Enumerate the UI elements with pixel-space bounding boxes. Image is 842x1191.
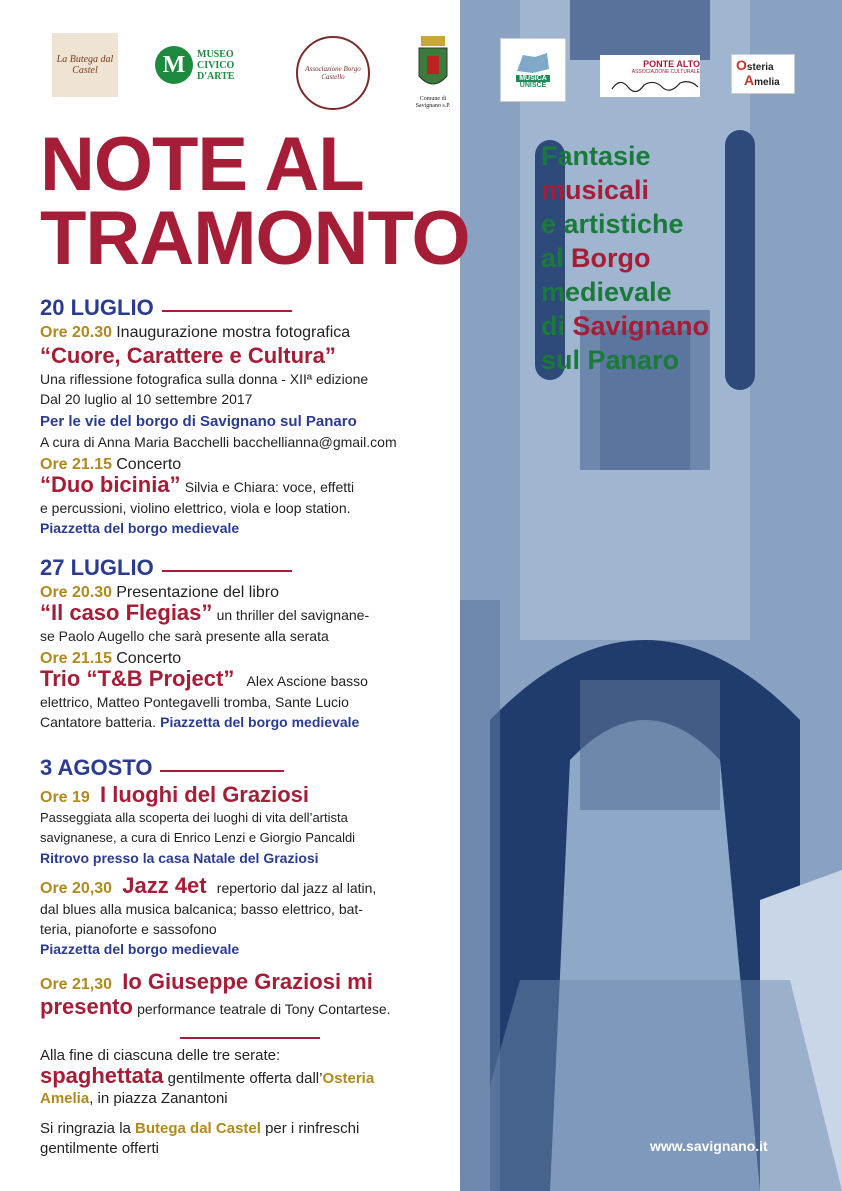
- event-line: Passeggiata alla scoperta dei luoghi di vita dell’artista: [40, 810, 348, 825]
- amelia-name: Amelia: [40, 1090, 90, 1107]
- event-title: I luoghi del Graziosi: [99, 782, 310, 807]
- time: Ore 21,30: [40, 976, 113, 993]
- event-title: “Il caso Flegias”: [40, 600, 213, 625]
- title-line-2: TRAMONTO: [40, 196, 470, 281]
- museo-m-icon: M: [155, 46, 193, 84]
- museo-logo: [155, 42, 255, 88]
- event-desc: Concerto: [116, 650, 182, 667]
- subtitle: [541, 139, 709, 377]
- section-27-luglio: [40, 555, 370, 733]
- event-line: Alex Ascione basso: [246, 673, 368, 689]
- event-curator: A cura di Anna Maria Bacchelli bacchellianna@gmail.com: [40, 434, 397, 450]
- musica-text-1: MUSICA: [516, 75, 550, 82]
- subtitle-line-1: Fantasie: [541, 141, 651, 171]
- subtitle-line-5: medievale: [541, 277, 672, 307]
- subtitle-line-4b: Borgo: [571, 243, 651, 273]
- museo-text-1: MUSEO: [197, 48, 234, 60]
- event-place: Per le vie del borgo di Savignano sul Panaro: [40, 413, 357, 430]
- osteria-word: steria: [746, 62, 774, 73]
- comune-text: Comune di Savignano s.P.: [415, 96, 451, 109]
- thanks-2: per i rinfreschi: [260, 1120, 360, 1137]
- map-icon: [513, 51, 553, 75]
- ponte-alto-text-2: ASSOCIAZIONE CULTURALE: [631, 69, 700, 75]
- footer-line-3: , in piazza Zanantoni: [89, 1090, 228, 1107]
- event-line: e percussioni, violino elettrico, viola e loop station.: [40, 500, 351, 516]
- event-place: Ritrovo presso la casa Natale del Graziosi: [40, 850, 319, 866]
- amelia-a: A: [744, 72, 755, 88]
- footer-note: [40, 1046, 374, 1159]
- divider: [180, 1037, 320, 1039]
- subtitle-line-6b: Savignano: [572, 311, 710, 341]
- event-line: dal blues alla musica balcanica; basso elettrico, bat-: [40, 901, 363, 917]
- event-desc: Inaugurazione mostra fotografica: [116, 324, 351, 341]
- event-line: elettrico, Matteo Pontegavelli tromba, Sante Lucio: [40, 694, 349, 710]
- title-line-1: NOTE AL: [40, 122, 364, 207]
- event-title: Jazz 4et: [122, 873, 207, 898]
- event-title: “Duo bicinia”: [40, 472, 181, 497]
- date-27-luglio: 27 LUGLIO: [40, 555, 154, 580]
- butega-name: Butega dal Castel: [135, 1120, 261, 1137]
- signature-icon: [610, 75, 700, 93]
- time: Ore 20.30: [40, 324, 113, 341]
- osteria-name: Osteria: [322, 1070, 375, 1087]
- time: Ore 20.30: [40, 584, 113, 601]
- event-line: un thriller del savignane-: [216, 607, 370, 623]
- coat-of-arms-icon: [415, 36, 451, 96]
- osteria-o: O: [736, 57, 747, 73]
- divider: [162, 570, 292, 572]
- subtitle-line-7: sul Panaro: [541, 345, 680, 375]
- event-title: presento: [40, 994, 133, 1019]
- event-place: Piazzetta del borgo medievale: [160, 714, 360, 730]
- event-desc: Concerto: [116, 456, 182, 473]
- event-line: Cantatore batteria.: [40, 714, 156, 730]
- osteria-amelia-logo: [731, 54, 795, 94]
- date-20-luglio: 20 LUGLIO: [40, 295, 154, 320]
- ponte-alto-logo: [600, 55, 700, 97]
- event-line: repertorio dal jazz al latin,: [216, 880, 377, 896]
- time: Ore 20,30: [40, 880, 113, 897]
- event-line: teria, pianoforte e sassofono: [40, 921, 217, 937]
- amelia-word: melia: [754, 77, 780, 88]
- section-graziosi-performance: [40, 969, 391, 1048]
- section-20-luglio: [40, 295, 397, 538]
- section-3-agosto: [40, 755, 377, 959]
- divider: [160, 770, 284, 772]
- event-place: Piazzetta del borgo medievale: [40, 520, 240, 536]
- event-line: Dal 20 luglio al 10 settembre 2017: [40, 391, 253, 407]
- comune-logo: [408, 30, 458, 116]
- subtitle-line-3: e artistiche: [541, 209, 684, 239]
- subtitle-line-4a: al: [541, 243, 572, 273]
- butega-logo: [52, 33, 118, 97]
- thanks-1: Si ringrazia la: [40, 1120, 136, 1137]
- event-line: performance teatrale di Tony Contartese.: [137, 1001, 391, 1017]
- spaghettata: spaghettata: [40, 1063, 164, 1088]
- museo-text-2: CIVICO: [197, 59, 235, 71]
- event-line: savignanese, a cura di Enrico Lenzi e Giorgio Pancaldi: [40, 830, 356, 845]
- event-title: Trio “T&B Project”: [40, 666, 235, 691]
- butega-logo-text: La Butega dal Castel: [56, 54, 114, 76]
- time: Ore 21.15: [40, 456, 113, 473]
- event-title: “Cuore, Carattere e Cultura”: [40, 343, 336, 368]
- borgo-castello-text: Associazione Borgo Castello: [305, 65, 361, 81]
- footer-line-1: Alla fine di ciascuna delle tre serate:: [40, 1047, 281, 1064]
- event-line: Una riflessione fotografica sulla donna - XIIª edizione: [40, 371, 369, 387]
- musica-unisce-logo: [500, 38, 566, 102]
- subtitle-line-2: musicali: [541, 175, 650, 205]
- musica-text-2: UNISCE: [519, 82, 547, 89]
- date-3-agosto: 3 AGOSTO: [40, 755, 153, 780]
- event-desc: Presentazione del libro: [116, 584, 279, 601]
- footer-line-2: gentilmente offerta dall’: [167, 1070, 323, 1087]
- event-line: Silvia e Chiara: voce, effetti: [184, 479, 355, 495]
- time: Ore 21.15: [40, 650, 113, 667]
- time: Ore 19: [40, 789, 90, 806]
- subtitle-line-6a: di: [541, 311, 573, 341]
- event-title: Io Giuseppe Graziosi mi: [122, 969, 373, 994]
- website-url[interactable]: www.savignano.it: [650, 1138, 768, 1154]
- page-title: [40, 122, 470, 281]
- ponte-alto-text-1: PONTE ALTO: [643, 59, 700, 69]
- thanks-3: gentilmente offerti: [40, 1140, 159, 1157]
- divider: [162, 310, 292, 312]
- museo-text-3: D'ARTE: [197, 70, 235, 82]
- event-place: Piazzetta del borgo medievale: [40, 941, 240, 957]
- borgo-castello-logo: [296, 36, 370, 110]
- event-line: se Paolo Augello che sarà presente alla serata: [40, 628, 329, 644]
